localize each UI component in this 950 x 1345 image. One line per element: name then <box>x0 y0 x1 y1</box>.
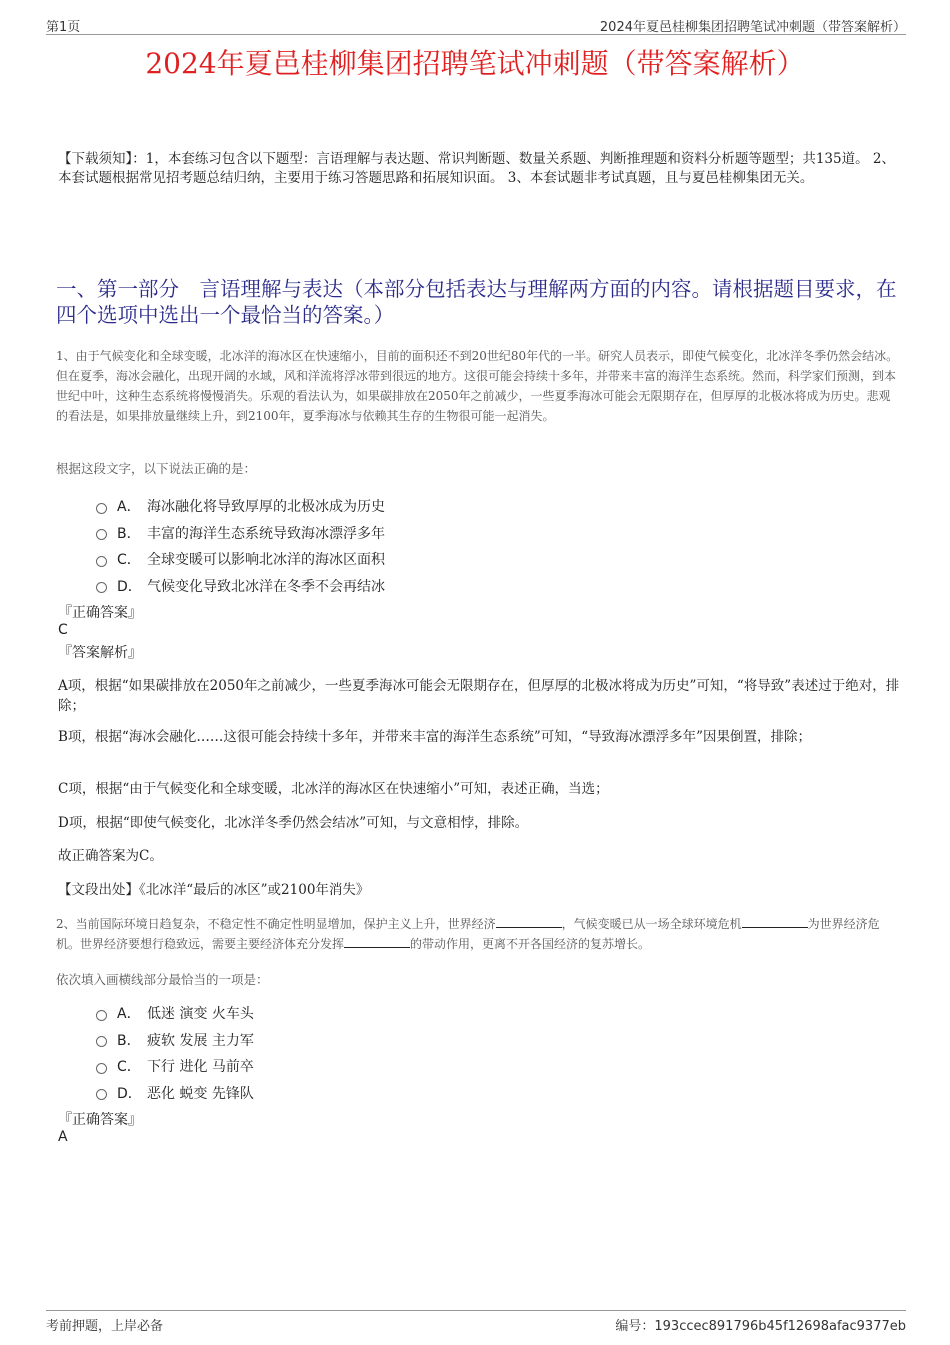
q2-option-a[interactable]: A． 低迷 演变 火车头 <box>96 1000 596 1027</box>
page-number: 第1页 <box>46 20 81 35</box>
q2-option-d[interactable]: D． 恶化 蜕变 先锋队 <box>96 1080 596 1107</box>
q1-option-d[interactable]: D． 气候变化导致北冰洋在冬季不会再结冰 <box>96 573 596 600</box>
radio-icon[interactable] <box>96 1010 107 1021</box>
radio-icon[interactable] <box>96 556 107 567</box>
q1-analysis-b: B项，根据“海冰会融化……这很可能会持续十多年，并带来丰富的海洋生态系统”可知，“导致海冰漂浮多年”因果倒置，排除； <box>58 729 812 745</box>
blank-3[interactable] <box>344 935 410 948</box>
header-doc-title: 2024年夏邑桂柳集团招聘笔试冲刺题（带答案解析） <box>599 20 906 35</box>
page-header <box>46 14 906 35</box>
section-title: 一、第一部分 言语理解与表达（本部分包括表达与理解两方面的内容。请根据题目要求，在四个选项中选出一个最恰当的答案。） <box>56 277 897 327</box>
q2-prompt: 依次填入画横线部分最恰当的一项是： <box>56 972 269 987</box>
q1-prompt: 根据这段文字，以下说法正确的是： <box>56 461 257 476</box>
q1-analysis-a: A项，根据“如果碳排放在2050年之前减少，一些夏季海冰可能会无限期存在，但厚厚的北极冰将成为历史”可知，“将导致”表述过于绝对，排除； <box>58 678 900 714</box>
q2-options <box>96 1000 596 1106</box>
radio-icon[interactable] <box>96 503 107 514</box>
q1-analysis-c: C项，根据“由于气候变化和全球变暖，北冰洋的海冰区在快速缩小”可知，表述正确，当选； <box>58 781 609 797</box>
q1-passage: 1、由于气候变化和全球变暖，北冰洋的海冰区在快速缩小，目前的面积还不到20世纪80年代的一半。研究人员表示，即使气候变化，北冰洋冬季仍然会结冰。但在夏季，海冰会融化，出现开阔的水域，风和洋流将浮冰带到很远的地方。这很可能会持续十多年，并带来丰富的海洋生态系统。然而，科学家们预测，到本世纪中叶，这种生态系统将慢慢消失。乐观的看法认为，如果碳排放在2050年之前减少，一些夏季海冰可能会无限期存在，但厚厚的北极冰将成为历史。悲观的看法是，如果排放量继续上升，到2100年，夏季海冰与依赖其生存的生物很可能一起消失。 <box>56 349 899 423</box>
q1-option-b[interactable]: B． 丰富的海洋生态系统导致海冰漂浮多年 <box>96 520 596 547</box>
radio-icon[interactable] <box>96 582 107 593</box>
radio-icon[interactable] <box>96 1063 107 1074</box>
radio-icon[interactable] <box>96 1036 107 1047</box>
q2-option-b[interactable]: B． 疲软 发展 主力军 <box>96 1027 596 1054</box>
q2-option-c[interactable]: C． 下行 进化 马前卒 <box>96 1053 596 1080</box>
q2-passage: 2、当前国际环境日趋复杂，不稳定性不确定性明显增加，保护主义上升，世界经济 ，气候变暖已从一场全球环境危机 为世界经济危机。世界经济要想行稳致远，需要主要经济体充分发挥 的带动作用，更离不开各国经济的复苏增长。 <box>56 917 880 951</box>
blank-1[interactable] <box>496 915 562 928</box>
q1-answer-tag: 『正确答案』 <box>58 605 142 621</box>
page-title: 2024年夏邑桂柳集团招聘笔试冲刺题（带答案解析） <box>145 47 805 80</box>
q1-source: 【文段出处】《北冰洋“最后的冰区”或2100年消失》 <box>58 882 370 898</box>
q1-answer: C <box>58 622 68 638</box>
q1-conclusion: 故正确答案为C。 <box>58 848 163 864</box>
q2-answer-tag: 『正确答案』 <box>58 1112 142 1128</box>
page-footer <box>46 1310 906 1334</box>
q1-options <box>96 493 596 599</box>
download-notice: 【下载须知】：1，本套练习包含以下题型：言语理解与表达题、常识判断题、数量关系题、判断推理题和资料分析题等题型；共135道。 2、本套试题根据常见招考题总结归纳，主要用于练习答题思路和拓展知识面。 3、本套试题非考试真题，且与夏邑桂柳集团无关。 <box>58 151 895 186</box>
q1-analysis-d: D项，根据“即使气候变化，北冰洋冬季仍然会结冰”可知，与文意相悖，排除。 <box>58 815 529 831</box>
q1-analysis-tag: 『答案解析』 <box>58 645 142 661</box>
q1-option-c[interactable]: C． 全球变暖可以影响北冰洋的海冰区面积 <box>96 546 596 573</box>
radio-icon[interactable] <box>96 1089 107 1100</box>
q1-option-a[interactable]: A． 海冰融化将导致厚厚的北极冰成为历史 <box>96 493 596 520</box>
footer-slogan: 考前押题，上岸必备 <box>46 1319 164 1334</box>
radio-icon[interactable] <box>96 529 107 540</box>
q2-answer: A <box>58 1129 68 1145</box>
footer-doc-id: 编号：193ccec891796b45f12698afac9377eb <box>615 1319 906 1334</box>
blank-2[interactable] <box>742 915 808 928</box>
